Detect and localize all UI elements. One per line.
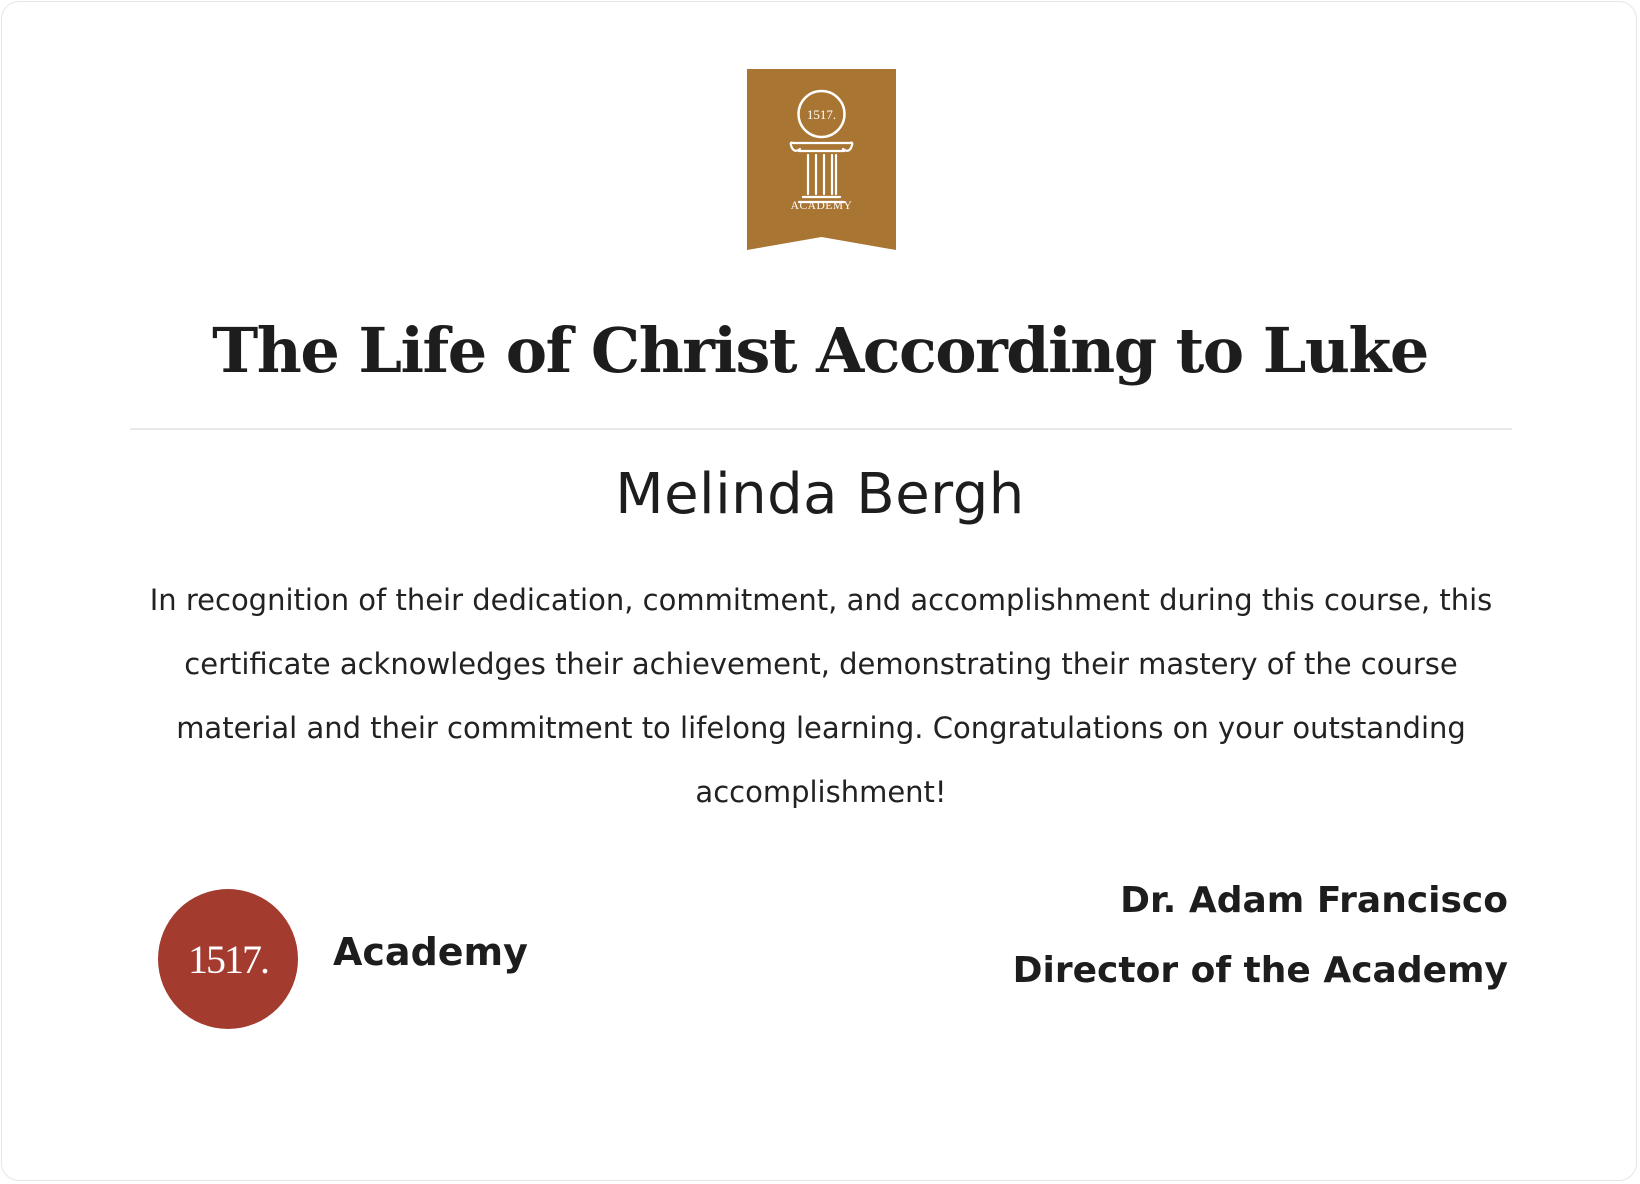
badge-top-text: 1517. bbox=[806, 107, 837, 122]
course-title: The Life of Christ According to Luke bbox=[212, 314, 1428, 387]
academy-logo-text: 1517. bbox=[188, 936, 268, 982]
signer-title: Director of the Academy bbox=[1012, 950, 1508, 991]
title-divider bbox=[130, 428, 1512, 430]
certificate-body-text: In recognition of their dedication, commitment, and accomplishment during this course, this certificate acknowledges their achievement, demonstrating their mastery of the course material and their commitment to lifelong learning. Congratulations on your outstanding accomplishment! bbox=[149, 583, 1493, 809]
certificate-card bbox=[1, 1, 1637, 1181]
badge-bottom-text: ACADEMY bbox=[790, 200, 853, 212]
academy-logo-circle bbox=[158, 889, 298, 1029]
academy-logo-word: Academy bbox=[333, 930, 528, 974]
academy-badge bbox=[747, 69, 896, 251]
badge-ribbon-shape bbox=[747, 69, 896, 250]
academy-badge-graphic bbox=[747, 69, 896, 251]
recipient-name: Melinda Bergh bbox=[615, 462, 1025, 527]
signer-name: Dr. Adam Francisco bbox=[1120, 880, 1508, 921]
